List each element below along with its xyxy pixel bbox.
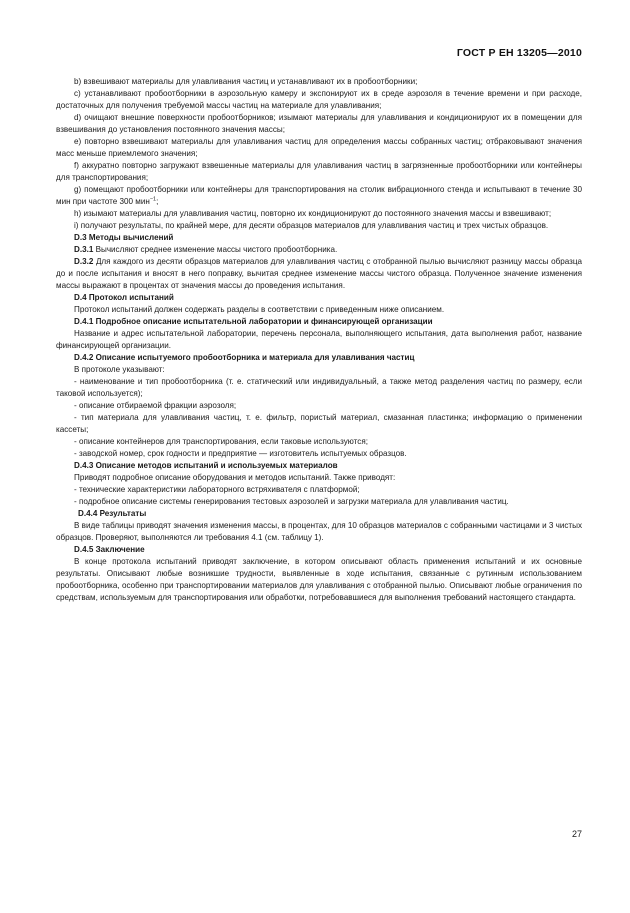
body-paragraph: e) повторно взвешивают материалы для улавливания частиц для определения массы собранных частиц; отбраковывают значения масс меньше приемлемого значения; xyxy=(56,137,582,158)
section-heading: D.4.3 Описание методов испытаний и используемых материалов xyxy=(74,461,338,470)
body-paragraph: В протоколе указывают: xyxy=(74,365,165,374)
body-paragraph: d) очищают внешние поверхности пробоотборников; изымают материалы для улавливания и кондиционируют их в помещении для взвешивания до установления постоянного значения массы; xyxy=(56,113,582,134)
clause-number: D.3.1 xyxy=(74,245,94,254)
body-paragraph: - наименование и тип пробоотборника (т. е. статический или индивидуальный, а также метод разделения частиц по размеру, если таковой используется); xyxy=(56,377,582,398)
section-heading: D.3 Методы вычислений xyxy=(74,233,174,242)
section-heading: D.4.5 Заключение xyxy=(74,545,145,554)
page-number: 27 xyxy=(571,829,582,839)
section-heading: D.4 Протокол испытаний xyxy=(74,293,174,302)
section-heading: D.4.1 Подробное описание испытательной лаборатории и финансирующей организации xyxy=(74,317,433,326)
paragraph-tail: ; xyxy=(156,197,159,206)
superscript: −1 xyxy=(149,196,157,203)
body-paragraph: Протокол испытаний должен содержать разделы в соответствии с приведенным ниже описанием. xyxy=(74,305,445,314)
body-paragraph: i) получают результаты, по крайней мере, для десяти образцов материалов для улавливания частиц и трех чистых образцов. xyxy=(74,221,549,230)
standard-header: ГОСТ Р ЕН 13205—2010 xyxy=(456,47,582,59)
body-paragraph: - описание контейнеров для транспортирования, если таковые используются; xyxy=(74,437,368,446)
body-paragraph: c) устанавливают пробоотборники в аэрозольную камеру и экспонируют их в среде аэрозоля в течение времени и при расходе, достаточных для получения требуемой массы частиц на материале для улавливания; xyxy=(56,89,582,110)
body-paragraph: b) взвешивают материалы для улавливания частиц и устанавливают их в пробоотборники; xyxy=(74,77,418,86)
body-paragraph: В виде таблицы приводят значения изменения массы, в процентах, для 10 образцов материалов с собранными частицами и 3 чистых образцов. Проверяют, выполняются ли требования 4.1 (см. таблицу 1). xyxy=(56,521,582,542)
clause-text: Для каждого из десяти образцов материалов для улавливания частиц с отобранной пылью вычисляют разницу массы образца до и после испытания и вносят в него поправку, вычитая среднее изменение массы чистого образца. Полученное значение изменения массы выражают в процентах от значения массы до проведения испытания. xyxy=(56,257,582,290)
section-heading: D.4.4 Результаты xyxy=(78,509,147,518)
body-paragraph: Название и адрес испытательной лаборатории, перечень персонала, выполняющего испытания, дата выполнения работ, название финансирующей организации. xyxy=(56,329,582,350)
paragraph-text: g) помещают пробоотборники или контейнеры для транспортирования на столик вибрационного стенда и испытывают в течение 30 мин при частоте 300 мин xyxy=(56,185,582,206)
body-paragraph: - технические характеристики лабораторного встряхивателя с платформой; xyxy=(74,485,360,494)
body-paragraph: h) изымают материалы для улавливания частиц, повторно их кондиционируют до постоянного значения массы и взвешивают; xyxy=(74,209,552,218)
numbered-paragraph xyxy=(56,244,582,256)
body-paragraph: - тип материала для улавливания частиц, т. е. фильтр, пористый материал, смазанная пластинка; информацию о применении кассеты; xyxy=(56,413,582,434)
body-paragraph: f) аккуратно повторно загружают взвешенные материалы для улавливания частиц в загрязненные пробоотборники или контейнеры для транспортирования; xyxy=(56,161,582,182)
section-heading: D.4.2 Описание испытуемого пробоотборника и материала для улавливания частиц xyxy=(74,353,415,362)
body-paragraph: - подробное описание системы генерирования тестовых аэрозолей и загрузки материала для улавливания частиц. xyxy=(74,497,509,506)
body-paragraph xyxy=(56,184,582,208)
body-paragraph: - заводской номер, срок годности и предприятие — изготовитель испытуемых образцов. xyxy=(74,449,407,458)
clause-text: Вычисляют среднее изменение массы чистого пробоотборника. xyxy=(93,245,338,254)
body-paragraph: Приводят подробное описание оборудования и методов испытаний. Также приводят: xyxy=(74,473,396,482)
body-paragraph: - описание отбираемой фракции аэрозоля; xyxy=(74,401,237,410)
body-paragraph: В конце протокола испытаний приводят заключение, в котором описывают область применения испытаний и их основные результаты. Описывают любые возникшие трудности, выявленные в ходе испытания, связанные с рутинным использованием пробоотборника, особенно при транспортировании материалов для улавливания с отобранной пылью. Описывают любые ограничения по средствам, используемым для транспортирования или обработки, потребовавшиеся для выполнения требований настоящего стандарта. xyxy=(56,557,582,602)
clause-number: D.3.2 xyxy=(74,257,94,266)
numbered-paragraph xyxy=(56,256,582,292)
document-body xyxy=(56,76,582,604)
